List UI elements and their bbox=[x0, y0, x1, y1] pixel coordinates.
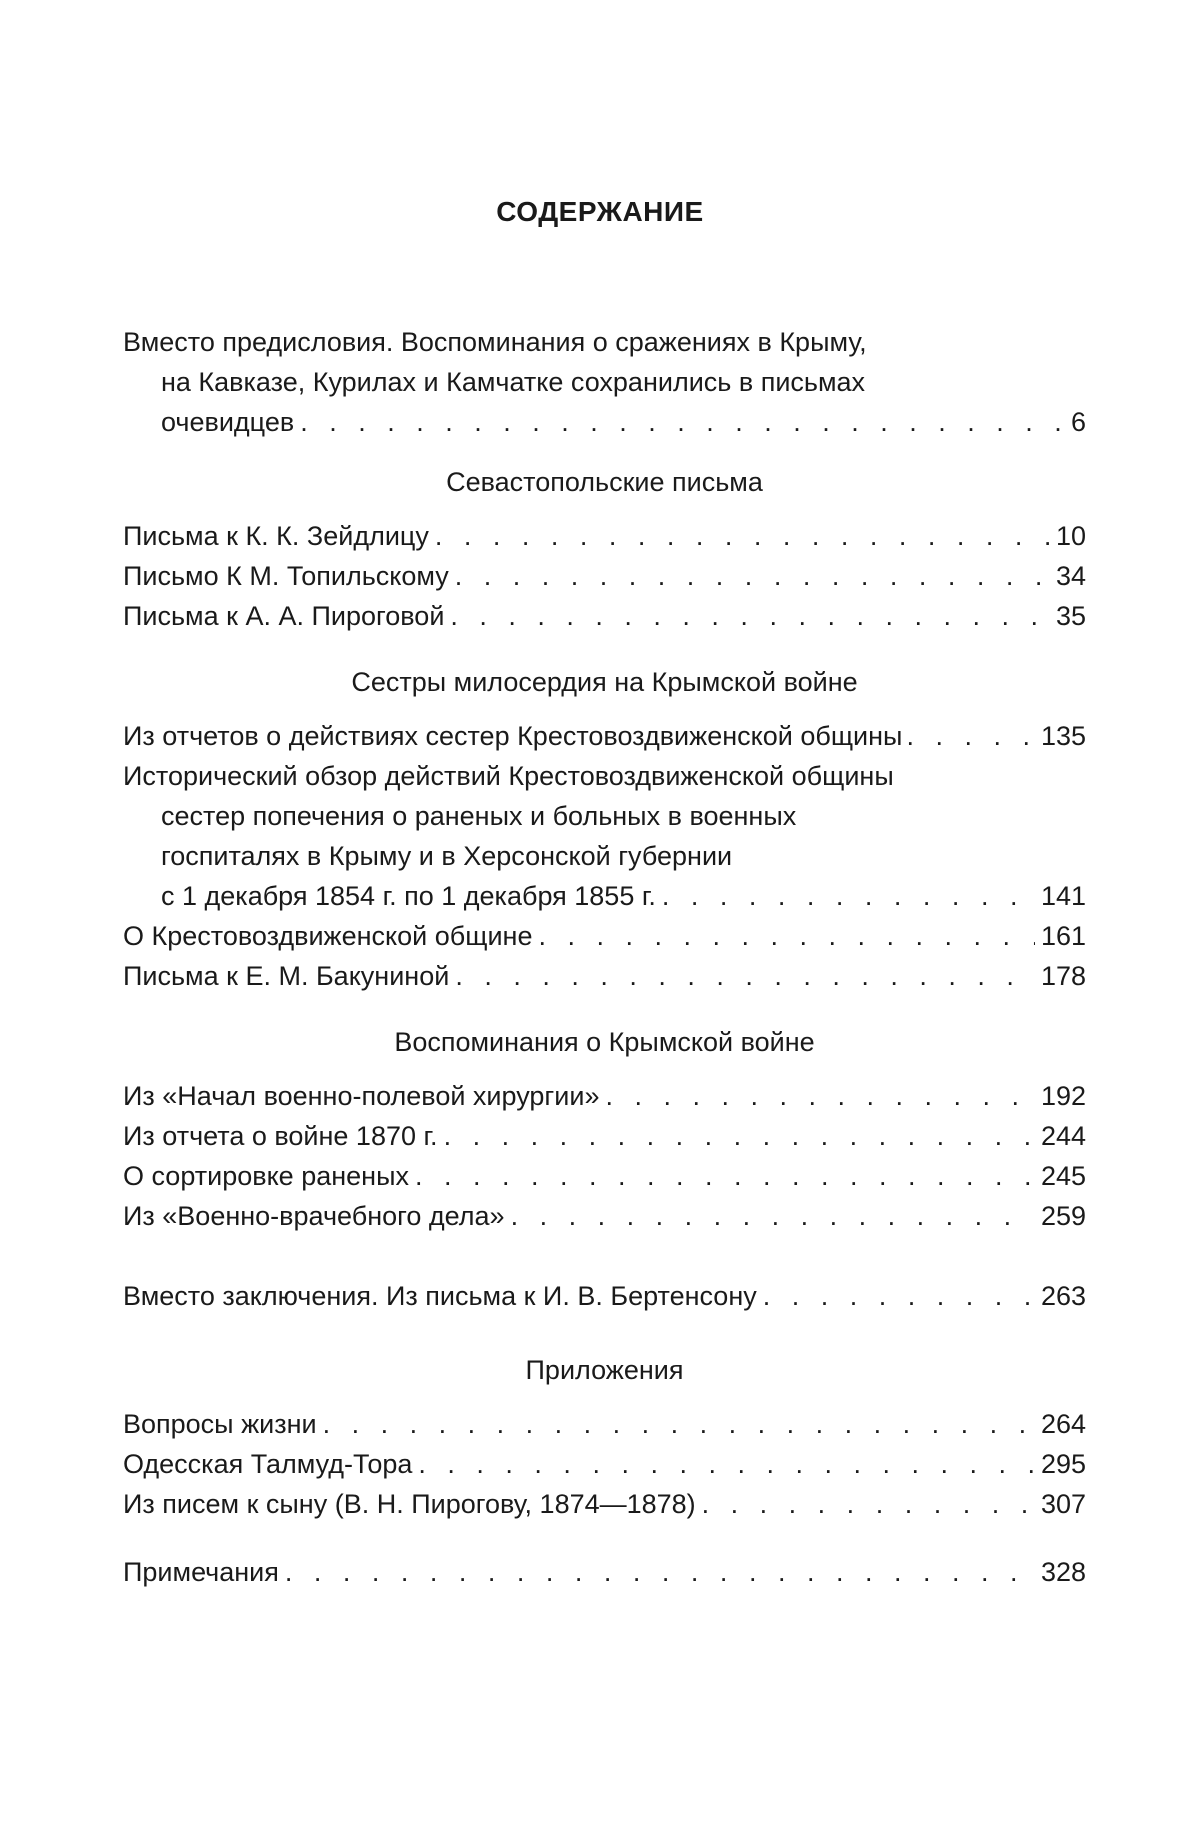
toc-entry bbox=[123, 956, 1086, 996]
page-number: 295 bbox=[1040, 1449, 1086, 1479]
dot-leader bbox=[418, 1444, 1035, 1484]
dot-leader bbox=[662, 876, 1035, 916]
page-number: 328 bbox=[1040, 1557, 1086, 1587]
toc-entry-line bbox=[123, 402, 1086, 442]
toc-entry-text: Вопросы жизни bbox=[123, 1409, 317, 1439]
section-heading: Севастопольские письма bbox=[446, 467, 763, 497]
toc-entry-text: Вместо заключения. Из письма к И. В. Бертенсону bbox=[123, 1281, 757, 1311]
toc-entry bbox=[123, 716, 1086, 756]
toc-entry-text: Примечания bbox=[123, 1557, 279, 1587]
table-of-contents bbox=[123, 322, 1086, 1592]
toc-entry bbox=[123, 516, 1086, 556]
toc-entry-text: О Крестовоздвиженской общине bbox=[123, 921, 533, 951]
dot-leader bbox=[538, 916, 1034, 956]
toc-entry-text: Письма к А. А. Пироговой bbox=[123, 601, 445, 631]
dot-leader bbox=[511, 1196, 1035, 1236]
toc-entry bbox=[123, 1156, 1086, 1196]
section-heading: Воспоминания о Крымской войне bbox=[394, 1027, 815, 1057]
toc-entry-line: на Кавказе, Курилах и Камчатке сохранились в письмах bbox=[161, 367, 866, 397]
toc-entry bbox=[123, 1196, 1086, 1236]
page-number: 34 bbox=[1055, 561, 1086, 591]
toc-entry bbox=[123, 596, 1086, 636]
toc-entry bbox=[123, 1484, 1086, 1524]
toc-entry-text: с 1 декабря 1854 г. по 1 декабря 1855 г. bbox=[161, 881, 656, 911]
page-number: 6 bbox=[1070, 407, 1086, 437]
toc-entry-conclusion bbox=[123, 1276, 1086, 1316]
toc-entry-text: Из «Военно-врачебного дела» bbox=[123, 1201, 505, 1231]
dot-leader bbox=[450, 596, 1050, 636]
section-heading: Сестры милосердия на Крымской войне bbox=[351, 667, 858, 697]
section-heading: Приложения bbox=[525, 1355, 684, 1385]
page-number: 259 bbox=[1040, 1201, 1086, 1231]
toc-entry-text: О сортировке раненых bbox=[123, 1161, 409, 1191]
toc-entry-text: Письмо К М. Топильскому bbox=[123, 561, 449, 591]
toc-entry-intro bbox=[123, 322, 1086, 442]
dot-leader bbox=[415, 1156, 1035, 1196]
page-number: 263 bbox=[1040, 1281, 1086, 1311]
page-number: 141 bbox=[1040, 881, 1086, 911]
toc-entry bbox=[123, 916, 1086, 956]
dot-leader bbox=[323, 1404, 1035, 1444]
toc-entry-text: Письма к Е. М. Бакуниной bbox=[123, 961, 450, 991]
toc-entry-text: Из «Начал военно-полевой хирургии» bbox=[123, 1081, 600, 1111]
toc-entry bbox=[123, 1076, 1086, 1116]
toc-entry-line bbox=[123, 876, 1086, 916]
dot-leader bbox=[702, 1484, 1035, 1524]
toc-entry-text: очевидцев bbox=[161, 407, 295, 437]
toc-entry-text: Из отчетов о действиях сестер Крестовоздвиженской общины bbox=[123, 721, 903, 751]
page-number: 192 bbox=[1040, 1081, 1086, 1111]
dot-leader bbox=[455, 956, 1035, 996]
page-number: 135 bbox=[1040, 721, 1086, 751]
page-number: 245 bbox=[1040, 1161, 1086, 1191]
toc-entry-notes bbox=[123, 1552, 1086, 1592]
dot-leader bbox=[605, 1076, 1034, 1116]
toc-entry-line: сестер попечения о раненых и больных в военных bbox=[161, 801, 797, 831]
dot-leader bbox=[763, 1276, 1035, 1316]
dot-leader bbox=[285, 1552, 1035, 1592]
toc-entry bbox=[123, 1116, 1086, 1156]
dot-leader bbox=[300, 402, 1065, 442]
toc-entry-text: Из отчета о войне 1870 г. bbox=[123, 1121, 438, 1151]
toc-entry bbox=[123, 1404, 1086, 1444]
page-number: 178 bbox=[1040, 961, 1086, 991]
toc-entry-text: Письма к К. К. Зейдлицу bbox=[123, 521, 429, 551]
toc-entry-text: Одесская Талмуд-Тора bbox=[123, 1449, 413, 1479]
page-number: 10 bbox=[1055, 521, 1086, 551]
toc-entry bbox=[123, 556, 1086, 596]
page-number: 264 bbox=[1040, 1409, 1086, 1439]
toc-entry-text: Из писем к сыну (В. Н. Пирогову, 1874—1878) bbox=[123, 1489, 696, 1519]
page-title: СОДЕРЖАНИЕ bbox=[496, 196, 704, 227]
page-number: 161 bbox=[1040, 921, 1086, 951]
dot-leader bbox=[435, 516, 1050, 556]
toc-entry-line: Вместо предисловия. Воспоминания о сражениях в Крыму, bbox=[123, 327, 867, 357]
dot-leader bbox=[455, 556, 1050, 596]
dot-leader bbox=[444, 1116, 1035, 1156]
toc-entry-line: госпиталях в Крыму и в Херсонской губернии bbox=[161, 841, 733, 871]
page-number: 244 bbox=[1040, 1121, 1086, 1151]
toc-entry bbox=[123, 1444, 1086, 1484]
toc-entry bbox=[123, 756, 1086, 916]
dot-leader bbox=[906, 716, 1036, 756]
toc-entry-line: Исторический обзор действий Крестовоздвиженской общины bbox=[123, 761, 894, 791]
page-number: 307 bbox=[1040, 1489, 1086, 1519]
page-number: 35 bbox=[1055, 601, 1086, 631]
